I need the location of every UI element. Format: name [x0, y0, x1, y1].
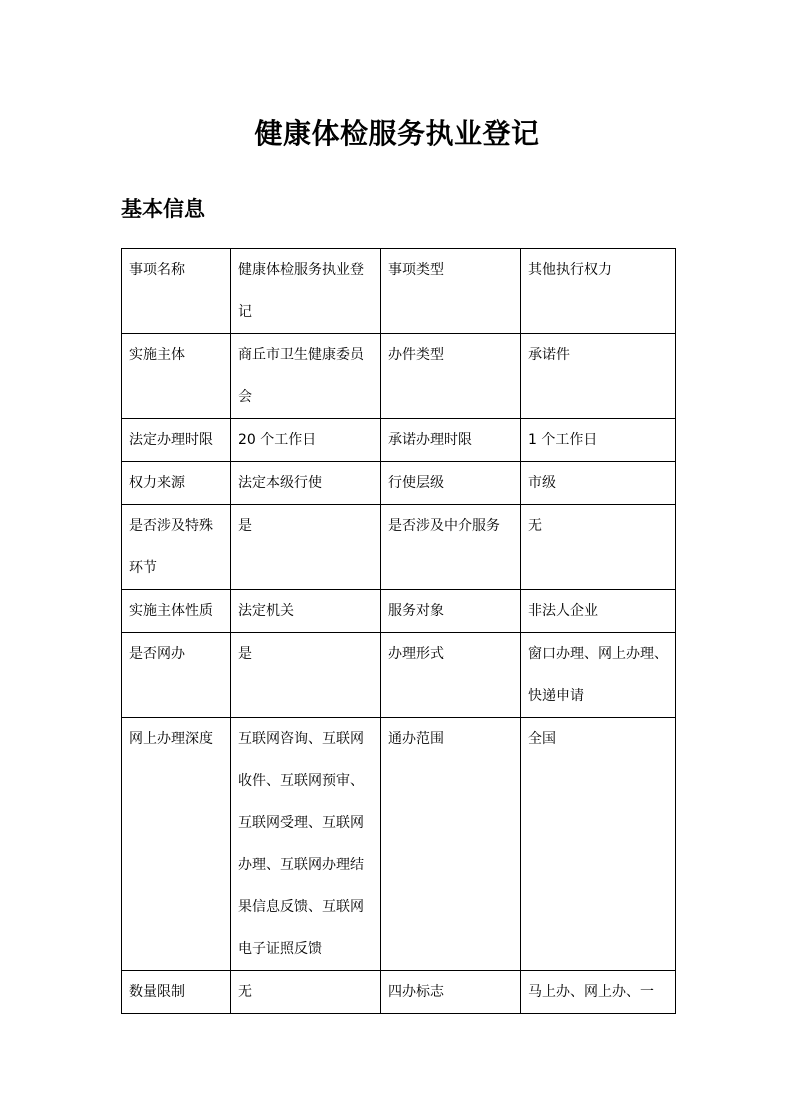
table-row [122, 718, 676, 971]
table-row [122, 249, 676, 334]
field-value: 市级 [521, 462, 676, 505]
field-value: 其他执行权力 [521, 249, 676, 334]
field-value: 1 个工作日 [521, 419, 676, 462]
field-label: 承诺办理时限 [381, 419, 521, 462]
field-label: 四办标志 [381, 971, 521, 1014]
field-value: 法定本级行使 [231, 462, 381, 505]
basic-info-table [121, 248, 676, 1014]
field-label: 权力来源 [122, 462, 231, 505]
field-label: 行使层级 [381, 462, 521, 505]
field-label: 是否涉及中介服务 [381, 505, 521, 590]
table-row [122, 334, 676, 419]
table-row [122, 633, 676, 718]
table-row [122, 505, 676, 590]
table-row [122, 590, 676, 633]
field-label: 是否涉及特殊环节 [122, 505, 231, 590]
field-value: 互联网咨询、互联网收件、互联网预审、互联网受理、互联网办理、互联网办理结果信息反馈、互联网电子证照反馈 [231, 718, 381, 971]
document-title: 健康体检服务执业登记 [254, 117, 540, 150]
field-value: 无 [521, 505, 676, 590]
field-label: 实施主体 [122, 334, 231, 419]
field-value: 法定机关 [231, 590, 381, 633]
field-value: 无 [231, 971, 381, 1014]
field-label: 事项名称 [122, 249, 231, 334]
field-value: 商丘市卫生健康委员会 [231, 334, 381, 419]
field-label: 实施主体性质 [122, 590, 231, 633]
field-value: 马上办、网上办、一 [521, 971, 676, 1014]
field-value: 是 [231, 505, 381, 590]
field-value: 健康体检服务执业登记 [231, 249, 381, 334]
table-row [122, 462, 676, 505]
field-value: 承诺件 [521, 334, 676, 419]
field-label: 办件类型 [381, 334, 521, 419]
field-value: 非法人企业 [521, 590, 676, 633]
field-label: 服务对象 [381, 590, 521, 633]
field-label: 是否网办 [122, 633, 231, 718]
section-heading-basic-info: 基本信息 [121, 197, 205, 221]
table-row [122, 419, 676, 462]
field-label: 办理形式 [381, 633, 521, 718]
field-value: 窗口办理、网上办理、快递申请 [521, 633, 676, 718]
field-label: 事项类型 [381, 249, 521, 334]
field-value: 是 [231, 633, 381, 718]
field-label: 网上办理深度 [122, 718, 231, 971]
field-label: 法定办理时限 [122, 419, 231, 462]
field-value: 20 个工作日 [231, 419, 381, 462]
field-value: 全国 [521, 718, 676, 971]
table-row [122, 971, 676, 1014]
field-label: 数量限制 [122, 971, 231, 1014]
field-label: 通办范围 [381, 718, 521, 971]
